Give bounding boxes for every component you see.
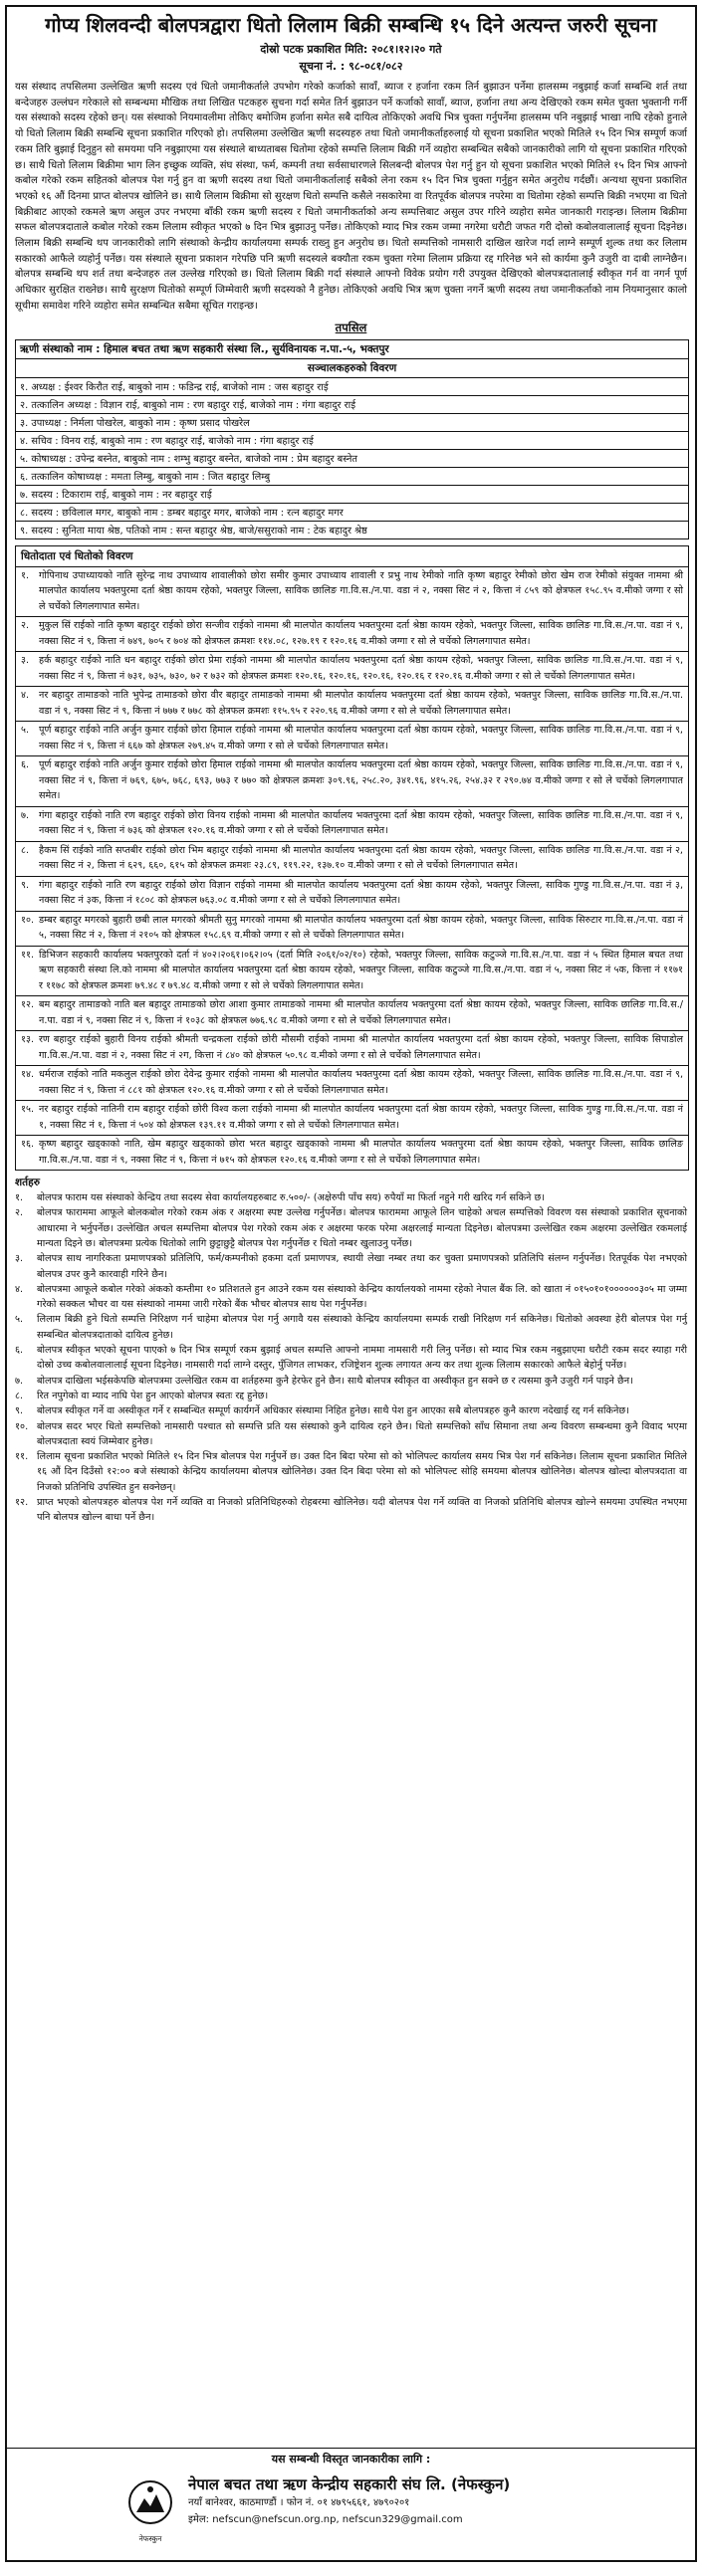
term-number: ११.	[15, 1451, 29, 1463]
term-text: प्राप्त भएको बोलपत्रहरु बोलपत्र पेश गर्ने व्यक्ति वा निजको प्रतिनिधिहरुको रोहबरमा खोलिनेछ। यदी बोलपत्र पेश गर्ने व्यक्ति वा निजको प्रतिनिधि बोलपत्र खोल्ने समयमा उपस्थित नभएमा पनि बोलपत्र खोल्न बाधा पर्ने छैन।	[37, 1496, 687, 1524]
term-number: ९.	[15, 1405, 24, 1417]
property-item	[16, 652, 688, 687]
term-text: बोलपत्र स्वीकृत भएको सूचना पाएको ७ दिन भित्र सम्पूर्ण रकम बुझाई अचल सम्पत्ति आफ्नो नाममा नामसारी गरी लिनु पर्नेछ। सो म्याद भित्र रकम नबुझाएमा धरौटी रकम सदर स्याहा गरी दोस्रो उच्च कबोलवालालाई सूचना दिइनेछ। नामसारी गर्दा लाग्ने दस्तुर, पुँजिगत लाभकर, रजिष्ट्रेशन शुल्क लगायत अन्य कर तथा शुल्क लिलाम सकारको आफैले बेहोर्नु पर्नेछ।	[37, 1345, 687, 1372]
nefscun-logo	[124, 2478, 176, 2542]
property-text: नर बहादुर तामाङको नाति भुपेन्द्र तामाङको छोरा वीर बहादुर तामाङको नाममा श्री मालपोत कार्यालय भक्तपुरमा दर्ता श्रेष्ठा कायम रहेको, भक्तपुर जिल्ला, साविक छालिङ गा.वि.स./न.पा. वडा नं ९, नक्सा सिट नं ९, कित्ता नं ७७७ र ७७८ को क्षेत्रफल क्रमशः ११५.९५ र २२०.९६ व.मीको जग्गा र सो ले चर्चेको लिगलगापात समेत।	[39, 690, 683, 717]
term-text: बोलपत्र दाखिला भईसकेपछि बोलपत्रमा उल्लेखित रकम वा शर्तहरुमा कुनै हेरफेर हुने छैन। साथै बोलपत्र स्वीकृत वा अस्वीकृत हुन सक्ने छ र त्यसमा कुनै उजुरी गर्न पाइने छैन।	[37, 1375, 633, 1387]
director-row: १. अध्यक्ष : ईश्वर किरौत राई, बाबुको नाम : फडिन्द्र राई, बाजेको नाम : जस बहादुर राई	[16, 377, 689, 395]
notice-page	[5, 5, 697, 2562]
property-number: १२.	[21, 999, 35, 1011]
org-address: नयाँ बानेश्वर, काठमाण्डौं । फोन नं. ०१ ४७९५६६१, ४७९०२०१	[188, 2497, 410, 2508]
published-date: दोस्रो पटक प्रकाशित मिति: २०८१।१२।२० गते	[260, 43, 442, 56]
property-text: हैकम सिं राईको नाति सप्तबीर राईको छोरा भिम बहादुर राईको नाममा श्री मालपोत कार्यालय भक्तपुरमा दर्ता श्रेष्ठा कायम रहेको, भक्तपुर जिल्ला, साविक छालिङ गा.वि.स./न.पा. वडा नं २, नक्सा सिट नं २, कित्ता नं ६२९, ६६०, ६१५ को क्षेत्रफल क्रमशः २३.८९, ११९.२२, १३७.१० व.मीको जग्गा र सो ले चर्चेको लिगलगापात समेत।	[39, 844, 683, 872]
property-item	[16, 947, 688, 997]
property-text: धर्मराज राईको नाति मकलुल राईको छोरा देवेन्द्र कुमार राईको नाममा श्री मालपोत कार्यालय भक्तपुरमा दर्ता श्रेष्ठा कायम रहेको, भक्तपुर जिल्ला, साविक छालिङ गा.वि.स./न.पा. वडा नं ९, नक्सा सिट नं ९, कित्ता नं ८८१ को क्षेत्रफल १२०.१६ व.मीको जग्गा र सो ले चर्चेको लिगलगापात समेत।	[39, 1069, 683, 1096]
term-item	[15, 1389, 687, 1403]
property-item	[16, 567, 688, 618]
director-row: ७. सदस्य : टिकाराम राई, बाबुको नाम : नर बहादुर राई	[16, 485, 689, 503]
property-item	[16, 687, 688, 722]
term-number: २.	[15, 1207, 24, 1219]
property-text: गंगा बहादुर राईको नाति रण बहादुर राईको छोरा विज्ञान राईको नाममा श्री मालपोत कार्यालय भक्तपुरमा दर्ता श्रेष्ठा कायम रहेको, भक्तपुर जिल्ला, साविक गुण्डु गा.वि.स./न.पा. वडा नं ३, नक्सा सिट नं ३क, कित्ता नं १८०८ को क्षेत्रफल ७६३.०८ व.मीको जग्गा र सो ले चर्चेको लिगलगापात समेत।	[39, 879, 683, 907]
property-text: गोपिनाथ उपाध्यायको नाति सुरेन्द्र नाथ उपाध्याय शावालीको छोरा समीर कुमार उपाध्याय शावाली र प्रभु नाथ रेमीको नाति कृष्ण बहादुर रेमीको छोरा खेम राज रेमीको संयुक्त नाममा श्री मालपोत कार्यालय भक्तपुरमा दर्ता श्रेष्ठा कायम रहेको, भक्तपुर जिल्ला, साविक छालिङ गा.वि.स./न.पा. वडा नं २, नक्सा सिट नं २, कित्ता नं ८५९ को क्षेत्रफल १५८.९५ व.मीको जग्गा र सो ले चर्चेको लिगलगापात समेत।	[39, 569, 683, 612]
intro-paragraph: यस संस्थाद तपसिलमा उल्लेखित ऋणी सदस्य एवं धितो जमानीकर्ताले उपभोग गरेको कर्जाको सावाँ, ब्याज र हर्जाना रकम तिर्न बुझाउन पर्नेमा हालसम्म नबुझाई कर्जा सम्बन्धि शर्त तथा बन्देजहरु उल्लंघन गरेकाले सो सम्बन्धमा मौखिक तथा लिखित पटकहरु सुचना गर्दा समेत तिर्न बुझाउन पर्ने कर्जाको सावाँ, ब्याज, हर्जाना तथा अन्य देखिएको रकम समेत चुक्ता भुक्तानी गर्नी यस संस्थाको सदस्य रहेको छन्। यस संस्थाको नियमावलीमा तोकिए बमोजिम हर्जाना समेत सबै दायित्व तोकिएको अवधि भित्र चुक्ता गर्नुपर्नेमा हालसम्म पनि नबुझाई भाखा नाघि रहेको हुनाले यो धितो लिलाम बिक्री सम्बन्धि सूचना प्रकाशित गरिएको हो। तपसिलमा उल्लेखित ऋणी सदस्यहरु तथा धितो जमानीकर्ताहरुलाई यो सूचना प्रकाशित भएको मितिले १५ दिन भित्र सम्पूर्ण कर्जा रकम तिरि बुझाई दिनुहुन सो समयमा पनि नबुझाएमा यस संस्थाले बाध्यताबस धितोमा रहेको सम्पत्ति लिलाम बिक्री गर्ने व्यहोरा सम्बन्धित सबैको जानकारीको लागि यो सूचना प्रकाशित गरिएको छ। साथै धितो लिलाम बिक्रीमा भाग लिन इच्छुक व्यक्ति, संघ संस्था, फर्म, कम्पनी तथा सर्वसाधारणले सिलबन्दी बोलपत्र पेश गर्नु हुन यो सूचना प्रकाशित भएको मितिले १५ दिन भित्र आफ्नो कबोल गरेको रकम सहितको बोलपत्र पेश गर्नु हुन वा ऋणी सदस्य तथा धितो जमानीकर्तालाई सबैको लेना रकम १५ दिन भित्र चुक्ता गर्नुहुन समेत अनुरोध गर्दछौं। अन्यथा सूचना प्रकाशित भएको १६ औं दिनमा प्राप्त बोलपत्र खोलिने छ। साथै लिलाम बिक्रीमा सो सुरक्षण धितो सम्पत्ति कसैले नसकारेमा वा रितपूर्वक बोलपत्र नपरेमा वा धितोमा रहेको सम्पत्ति बिक्री नभएमा वा धितो बिक्रीबाट आएको रकमले ऋण असुल उपर नभएमा बाँकी रकम ऋणी सदस्य र धितो जमानीकर्ताको अन्य सम्पत्तिबाट असुल उपर गरिने व्यहोरा समेत जानकारी गराइन्छ। लिलाम बिक्रीमा सफल बोलपत्रदाताले कबोल गरेको रकम लिलाम स्वीकृत भएको ७ दिन भित्र बुझाउनु पर्नेछ। तोकिएको म्याद भित्र रकम जम्मा नगरेमा धरौटी जफत गरी दोस्रो कबोलवालालाई सूचना दिइनेछ। लिलाम बिक्री सम्बन्धि थप जानकारीको लागि संस्थाको केन्द्रीय कार्यालयमा सम्पर्क राख्नु हुन अनुरोध छ। धितो सम्पत्तिको नामसारी दाखिल खारेज गर्दा लाग्ने सम्पूर्ण शुल्क तथा कर लिलाम सकारको आफैले व्यहोर्नु पर्नेछ। यस संस्थाले सूचना प्रकाशन गरेपछि पनि ऋणी सदस्यले बक्यौता रकम चुक्ता गरेमा लिलाम प्रक्रिया रद्द गरिनेछ भने सो कार्यमा कुनै उजुरी वा दाबी लाग्नेछैन। बोलपत्र सम्बन्धि थप शर्त तथा बन्देजहरु तल उल्लेख गरिएको छ। धितो लिलाम बिक्री गर्दा संस्थाले आफ्नो विवेक प्रयोग गरी उपयुक्त देखिएको बोलपत्रदातालाई स्वीकृत गर्न वा नगर्न पूर्ण अधिकार सुरक्षित राख्नेछ। साथै सुरक्षण धितोको सम्पूर्ण जिम्मेवारी ऋणी सदस्यको नै हुनेछ। तोकिएको अवधि भित्र ऋण चुक्ता नगर्ने ऋणी सदस्य तथा जमानीकर्ताको नाम नियमानुसार कालो सूचीमा समावेश गरिने व्यहोरा समेत सम्बन्धित सबैमा सूचित गराइन्छ।	[15, 82, 687, 312]
term-item	[15, 1419, 687, 1450]
property-item	[16, 722, 688, 756]
term-number: ३.	[15, 1253, 24, 1265]
property-text: कृष्ण बहादुर खड्काको नाति, खेम बहादुर खड्काको छोरा भरत बहादुर खड्काको नाममा श्री मालपोत कार्यालय भक्तपुरमा दर्ता श्रेष्ठा कायम रहेको, भक्तपुर जिल्ला, साविक छालिङ गा.वि.स./न.पा. वडा नं ९, नक्सा सिट नं ९, कित्ता नं ७१५ को क्षेत्रफल १२०.१६ व.मीको जग्गा र सो ले चर्चेको लिगलगापात समेत।	[39, 1139, 683, 1166]
term-text: बोलपत्र फाराममा आफूले बोलकबोल गरेको रकम अंक र अक्षरमा स्पष्ट उल्लेख गर्नुपर्नेछ। बोलपत्र फाराममा आफूले लिन चाहेको अचल सम्पत्तिको विवरण यस संस्थाको प्रकाशित सूचनाको आधारमा ने भर्नुपर्नेछ। उल्लेखित अचल सम्पत्तिमा बोलपत्र पेश गरेको रकम अंक र अक्षरमा फरक परेमा अक्षरलाई मान्यता दिइनेछ। बोलपत्रमा उल्लेखित रकम अक्षरमा उल्लेखित रकमलाई मान्यता दिइने छ। बोलपत्रमा प्रत्येक धितोको लागि छुट्टाछुट्टै बोलपत्र पेश गर्नुपर्नेछ र धितो नम्बर खुलाउनु पर्नेछ।	[37, 1207, 687, 1249]
director-row: ५. कोषाध्यक्ष : उपेन्द्र बस्नेत, बाबुको नाम : शम्भु बहादुर बस्नेत, बाजेको नाम : प्रेम बहादुर बस्नेत	[16, 449, 689, 467]
term-number: ७.	[15, 1375, 24, 1387]
terms-heading: शर्तहरु	[15, 1177, 40, 1189]
term-number: ४.	[15, 1283, 24, 1295]
tapasil-heading: तपसिल	[335, 320, 367, 334]
term-number: १०.	[15, 1420, 29, 1432]
property-item	[16, 1101, 688, 1136]
property-text: पूर्ण बहादुर राईको नाति अर्जुन कुमार राईको छोरा हिमाल राईको नाममा श्री मालपोत कार्यालय भक्तपुरमा दर्ता श्रेष्ठा कायम रहेको, भक्तपुर जिल्ला, साविक छालिङ गा.वि.स./न.पा. वडा नं ९, नक्सा सिट नं ९, कित्ता नं ६६७ को क्षेत्रफल २७९.४५ व.मीको जग्गा र सो ले चर्चेको लिगलगापात समेत।	[39, 725, 683, 751]
property-item	[16, 912, 688, 947]
property-text: रण बहादुर राईको बुहारी विनय राईको श्रीमती चन्द्रकला राईको छोरी मौसमी राईको नाममा श्री मालपोत कार्यालय भक्तपुरमा दर्ता श्रेष्ठा कायम रहेको, भक्तपुर जिल्ला, साविक सिपाडोल गा.वि.स./न.पा. वडा नं २, नक्सा सिट नं २ग, कित्ता नं ८४० को क्षेत्रफल ५०.९८ व.मीको जग्गा र सो ले चर्चेको लिगलगापात समेत।	[39, 1034, 683, 1061]
borrower-table	[15, 339, 689, 539]
property-item	[16, 756, 688, 807]
term-item	[15, 1312, 687, 1343]
director-row: २. तत्कालिन अध्यक्ष : विज्ञान राई, बाबुको नाम : रण बहादुर राई, बाजेको नाम : गंगा बहादुर राई	[16, 395, 689, 413]
property-item	[16, 1066, 688, 1101]
property-item	[16, 877, 688, 912]
org-email: इमेल: nefscun@nefscun.org.np, nefscun329@gmail.com	[188, 2514, 463, 2525]
property-number: ६.	[21, 759, 30, 771]
footer	[7, 2448, 695, 2560]
term-text: लिलाम बिक्री हुने धितो सम्पत्ति निरिक्षण गर्न चाहेमा बोलपत्र पेश गर्नु अगावै यस संस्थाको केन्द्रिय कार्यालयमा सम्पर्क राखी निरिक्षण गर्न सकिनेछ। धितोको अवस्था हेरी बोलपत्र पेश गर्नु सम्बन्धित बोलपत्रदाताको दायित्व हुनेछ।	[37, 1314, 687, 1341]
term-item	[15, 1343, 687, 1374]
term-item	[15, 1374, 687, 1389]
property-item	[16, 1031, 688, 1066]
property-text: बम बहादुर तामाङको नाति बल बहादुर तामाङको छोरा आशा कुमार तामाङको नाममा श्री मालपोत कार्यालय भक्तपुरमा दर्ता श्रेष्ठा कायम रहेको, भक्तपुर जिल्ला, साविक छालिङ गा.वि.स./न.पा. वडा नं ९, नक्सा सिट नं ९, कित्ता नं १०३८ को क्षेत्रफल ७७६.९८ व.मीको जग्गा र सो ले चर्चेको लिगलगापात समेत।	[39, 999, 683, 1026]
term-item	[15, 1282, 687, 1313]
property-item	[16, 996, 688, 1031]
term-item	[15, 1205, 687, 1251]
property-text: पूर्ण बहादुर राईको नाति अर्जुन कुमार राईको छोरा हिमाल राईको नाममा श्री मालपोत कार्यालय भक्तपुरमा दर्ता श्रेष्ठा कायम रहेको, भक्तपुर जिल्ला, साविक छालिङ गा.वि.स./न.पा. वडा नं ९, नक्सा सिट नं ९, कित्ता नं ७६९, ६७५, ७६८, ६९३, ७७३ र ७७० को क्षेत्रफल क्रमशः ३०९.९६, २५८.२०, ३४१.९६, ४१५.२६, २५४.३२ र २९०.७४ व.मीको जग्गा र सो ले चर्चेको लिगलगापात समेत।	[39, 759, 683, 802]
term-number: ५.	[15, 1314, 24, 1326]
director-row: ६. तत्कालिन कोषाध्यक्ष : ममता लिम्बु, बाबुको नाम : जित बहादुर लिम्बु	[16, 467, 689, 485]
term-text: बोलपत्र साथ नागरिकता प्रमाणपत्रको प्रतिलिपि, फर्म/कम्पनीको हकमा दर्ता प्रमाणपत्र, स्थायी लेखा नम्बर तथा कर चुक्ता प्रमाणपत्रको प्रतिलिपि संलग्न गर्नुपर्नेछ। रितपूर्वक पेश नभएको बोलपत्र उपर कुनै कारवाही गरिने छैन।	[37, 1253, 687, 1280]
property-number: १६.	[21, 1139, 35, 1151]
property-number: १.	[21, 569, 30, 581]
term-item	[15, 1403, 687, 1418]
logo-icon	[124, 2478, 176, 2530]
director-row: ८. सदस्य : छविलाल मगर, बाबुको नाम : डम्बर बहादुर मगर, बाजेको नाम : रत्न बहादुर मगर	[16, 503, 689, 521]
property-text: नर बहादुर राईको नातिनी राम बहादुर राईको छोरी विश्व कला राईको नाममा श्री मालपोत कार्यालय भक्तपुरमा दर्ता श्रेष्ठा कायम रहेको, भक्तपुर जिल्ला, साविक गुण्डु गा.वि.स./न.पा. वडा नं १, नक्सा सिट नं १, कित्ता नं ५०४ को क्षेत्रफल १३९.११ व.मीको जग्गा र सो ले चर्चेको लिगलगापात समेत।	[39, 1104, 683, 1131]
property-number: १५.	[21, 1104, 35, 1116]
property-number: ११.	[21, 949, 35, 961]
property-item	[16, 617, 688, 652]
borrower-name: ऋणी संस्थाको नाम : हिमाल बचत तथा ऋण सहकारी संस्था लि., सुर्यविनायक न.पा.-५, भक्तपुर	[16, 339, 689, 358]
property-number: ४.	[21, 690, 30, 702]
property-item	[16, 842, 688, 877]
org-name: नेपाल बचत तथा ऋण केन्द्रीय सहकारी संघ लि. (नेफस्कुन)	[188, 2475, 511, 2493]
property-text: मुकुल सिं राईको नाति कृष्ण बहादुर राईको छोरा सन्जीव राईको नाममा श्री मालपोत कार्यालय भक्तपुरमा दर्ता श्रेष्ठा कायम रहेको, भक्तपुर जिल्ला, साविक छालिङ गा.वि.स./न.पा. वडा नं ९, नक्सा सिट नं ९, कित्ता नं ७४९, ७०५ र ७०४ को क्षेत्रफल क्रमशः ११४.०८, १२७.१९ र १२०.१६ व.मीको जग्गा र सो ले चर्चेको लिगलगापात समेत।	[39, 620, 683, 647]
director-row: ४. सचिव : विनय राई, बाबुको नाम : रण बहादुर राई, बाजेको नाम : गंगा बहादुर राई	[16, 431, 689, 449]
property-text: गंगा बहादुर राईको नाति रण बहादुर राईको छोरा विनय राईको नाममा श्री मालपोत कार्यालय भक्तपुरमा दर्ता श्रेष्ठा कायम रहेको, भक्तपुर जिल्ला, साविक छालिङ गा.वि.स./न.पा. वडा नं ९, नक्सा सिट नं ९, कित्ता नं ७३६ को क्षेत्रफल १२०.१६ व.मीको जग्गा र सो ले चर्चेको लिगलगापात समेत।	[39, 809, 683, 837]
term-item	[15, 1251, 687, 1282]
property-item	[16, 807, 688, 842]
directors-heading: सञ्चालकहरुको विवरण	[16, 358, 689, 377]
property-number: १३.	[21, 1034, 35, 1046]
term-text: लिलाम सूचना प्रकाशित भएको मितिले १५ दिन भित्र बोलपत्र पेश गर्नुपर्ने छ। उक्त दिन बिदा परेमा सो को भोलिपल्ट कार्यालय समय भित्र पेश गर्न सकिनेछ। लिलाम सूचना प्रकाशित मितिले १६ औं दिन दिउँसो १२:०० बजे संस्थाको केन्द्रिय कार्यालयमा बोलपत्र खोलिनेछ। उक्त दिन बिदा परेमा सो को भोलिपल्ट सोहि समयमा बोलपत्र खोलिनेछ। बोलपत्र खोल्दा बोलपत्रदाता वा निजको प्रतिनिधि उपस्थित हुन सक्नेछन्।	[37, 1451, 687, 1493]
properties-heading: धितोदाता एवं धितोको विवरण	[16, 546, 688, 567]
logo-text: नेफस्कुन	[138, 2534, 162, 2543]
term-text: बोलपत्र सदर भएर धितो सम्पत्तिको नामसारी पश्चात सो सम्पत्ति प्रति यस संस्थाको कुनै दायित्व रहने छैन। धितो सम्पत्तिको साँध सिमाना तथा अन्य विवरण सम्बन्धमा कुनै विवाद भएमा बोलपत्रदाता स्वयं जिम्मेवार हुनेछ।	[37, 1420, 687, 1447]
footer-label: यस सम्बन्धी विस्तृत जानकारीका लागि :	[271, 2453, 431, 2466]
property-number: ५.	[21, 725, 30, 737]
term-item	[15, 1495, 687, 1526]
director-row: ३. उपाध्यक्ष : निर्मला पोखरेल, बाबुको नाम : कृष्ण प्रसाद पोखरेल	[16, 413, 689, 431]
notice-title: गोप्य शिलवन्दी बोलपत्रद्वारा धितो लिलाम बिक्री सम्बन्धि १५ दिने अत्यन्त जरुरी सूचना	[45, 13, 657, 37]
properties-box	[15, 545, 689, 1172]
term-item	[15, 1449, 687, 1495]
term-text: रित नपुगेको वा म्याद नाघि पेश हुन आएको बोलपत्र स्वतः रद्द हुनेछ।	[37, 1390, 269, 1401]
term-number: १.	[15, 1192, 24, 1204]
property-text: हर्क बहादुर राईको नाति धन बहादुर राईको छोरा प्रेमा राईको नाममा श्री मालपोत कार्यालय भक्तपुरमा दर्ता श्रेष्ठा कायम रहेको, भक्तपुर जिल्ला, साविक छालिङ गा.वि.स./न.पा. वडा नं ९, नक्सा सिट नं ९, कित्ता नं ७३१, ७३५, ७३०, ७२ र ७३२ को क्षेत्रफल क्रमशः १२०.१६, १२०.१६, १२०.१६, १२०.१६ र १२०.१६ व.मीको जग्गा र सो ले चर्चेको लिगलगापात समेत।	[39, 655, 683, 682]
property-text: डिभिजन सहकारी कार्यालय भक्तपुरको दर्ता नं ४०२।२०६१।०६२।०५ (दर्ता मिति २०६१/०२/१०) रहेको, भक्तपुर जिल्ला, साविक कटुञ्जे गा.वि.स./न.पा. वडा नं ५ स्थित हिमाल बचत तथा ऋण सहकारी संस्था लि.को नाममा श्री मालपोत कार्यालय भक्तपुरमा दर्ता श्रेष्ठा कायम रहेको, भक्तपुर जिल्ला, साविक कटुञ्जे गा.वि.स./न.पा. वडा नं ५, नक्सा सिट नं ५क, कित्ता नं ११७१ र ११७८ को क्षेत्रफल क्रमशः ७९.४८ र ७९.४८ व.मीको जग्गा र सो ले चर्चेको लिगलगापात समेत।	[39, 949, 683, 991]
property-text: डम्बर बहादुर मगरको बुहारी छबी लाल मगरको श्रीमती सुनु मगरको नाममा श्री मालपोत कार्यालय भक्तपुरमा दर्ता श्रेष्ठा कायम रहेको, भक्तपुर जिल्ला, साविक सिरुटार गा.वि.स./न.पा. वडा नं ५, नक्सा सिट नं २, कित्ता नं २१०५ को क्षेत्रफल १५८.६९ व.मीको जग्गा र सो ले चर्चेको लिगलगापात समेत।	[39, 914, 683, 942]
property-number: १०.	[21, 914, 35, 926]
term-text: बोलपत्रमा आफूले कबोल गरेको अंकको कम्तीमा १० प्रतिशतले हुन आउने रकम यस संस्थाको केन्द्रिय कार्यालयको नाममा रहेको नेपाल बैंक लि. को खाता नं ०१५०१०१००००००३०५ मा जम्मा गरेको सक्कल भौचर वा यस संस्थाको नाममा जारी गरेको बैंक भौचर बोलपत्र साथ पेश गर्नुपर्नेछ।	[37, 1283, 687, 1311]
term-number: ६.	[15, 1345, 24, 1357]
org-block	[188, 2474, 510, 2528]
property-number: २.	[21, 620, 30, 632]
term-number: १२.	[15, 1496, 29, 1508]
property-number: ७.	[21, 809, 30, 821]
notice-number: सूचना नं. : ९८-०८१/०८२	[299, 60, 403, 73]
term-item	[15, 1190, 687, 1205]
term-text: बोलपत्र फाराम यस संस्थाको केन्द्रिय तथा सदस्य सेवा कार्यालयहरुबाट रु.५००/- (अक्षेरुपी पाँच सय) रुपैयाँ मा फिर्ता नहुने गरी खरिद गर्न सकिने छ।	[37, 1192, 545, 1204]
director-row: ९. सदस्य : सुनिता माया श्रेष्ठ, पतिको नाम : सन्त बहादुर श्रेष्ठ, बाजे/ससुराको नाम : टेक बहादुर श्रेष्ठ	[16, 521, 689, 538]
property-number: ३.	[21, 655, 30, 667]
property-item	[16, 1136, 688, 1170]
term-number: ८.	[15, 1390, 24, 1401]
term-text: बोलपत्र स्वीकृत गर्ने वा अस्वीकृत गर्ने र सम्बन्धित सम्पूर्ण कार्यगर्ने अधिकार संस्थामा निहित हुनेछ। साथै पेश हुन आएका सबै बोलपत्रहरु कुनै कारण नदेखाई रद्द गर्न सकिनेछ।	[37, 1405, 629, 1417]
property-number: १४.	[21, 1069, 35, 1081]
property-number: ८.	[21, 844, 30, 856]
property-number: ९.	[21, 879, 30, 891]
